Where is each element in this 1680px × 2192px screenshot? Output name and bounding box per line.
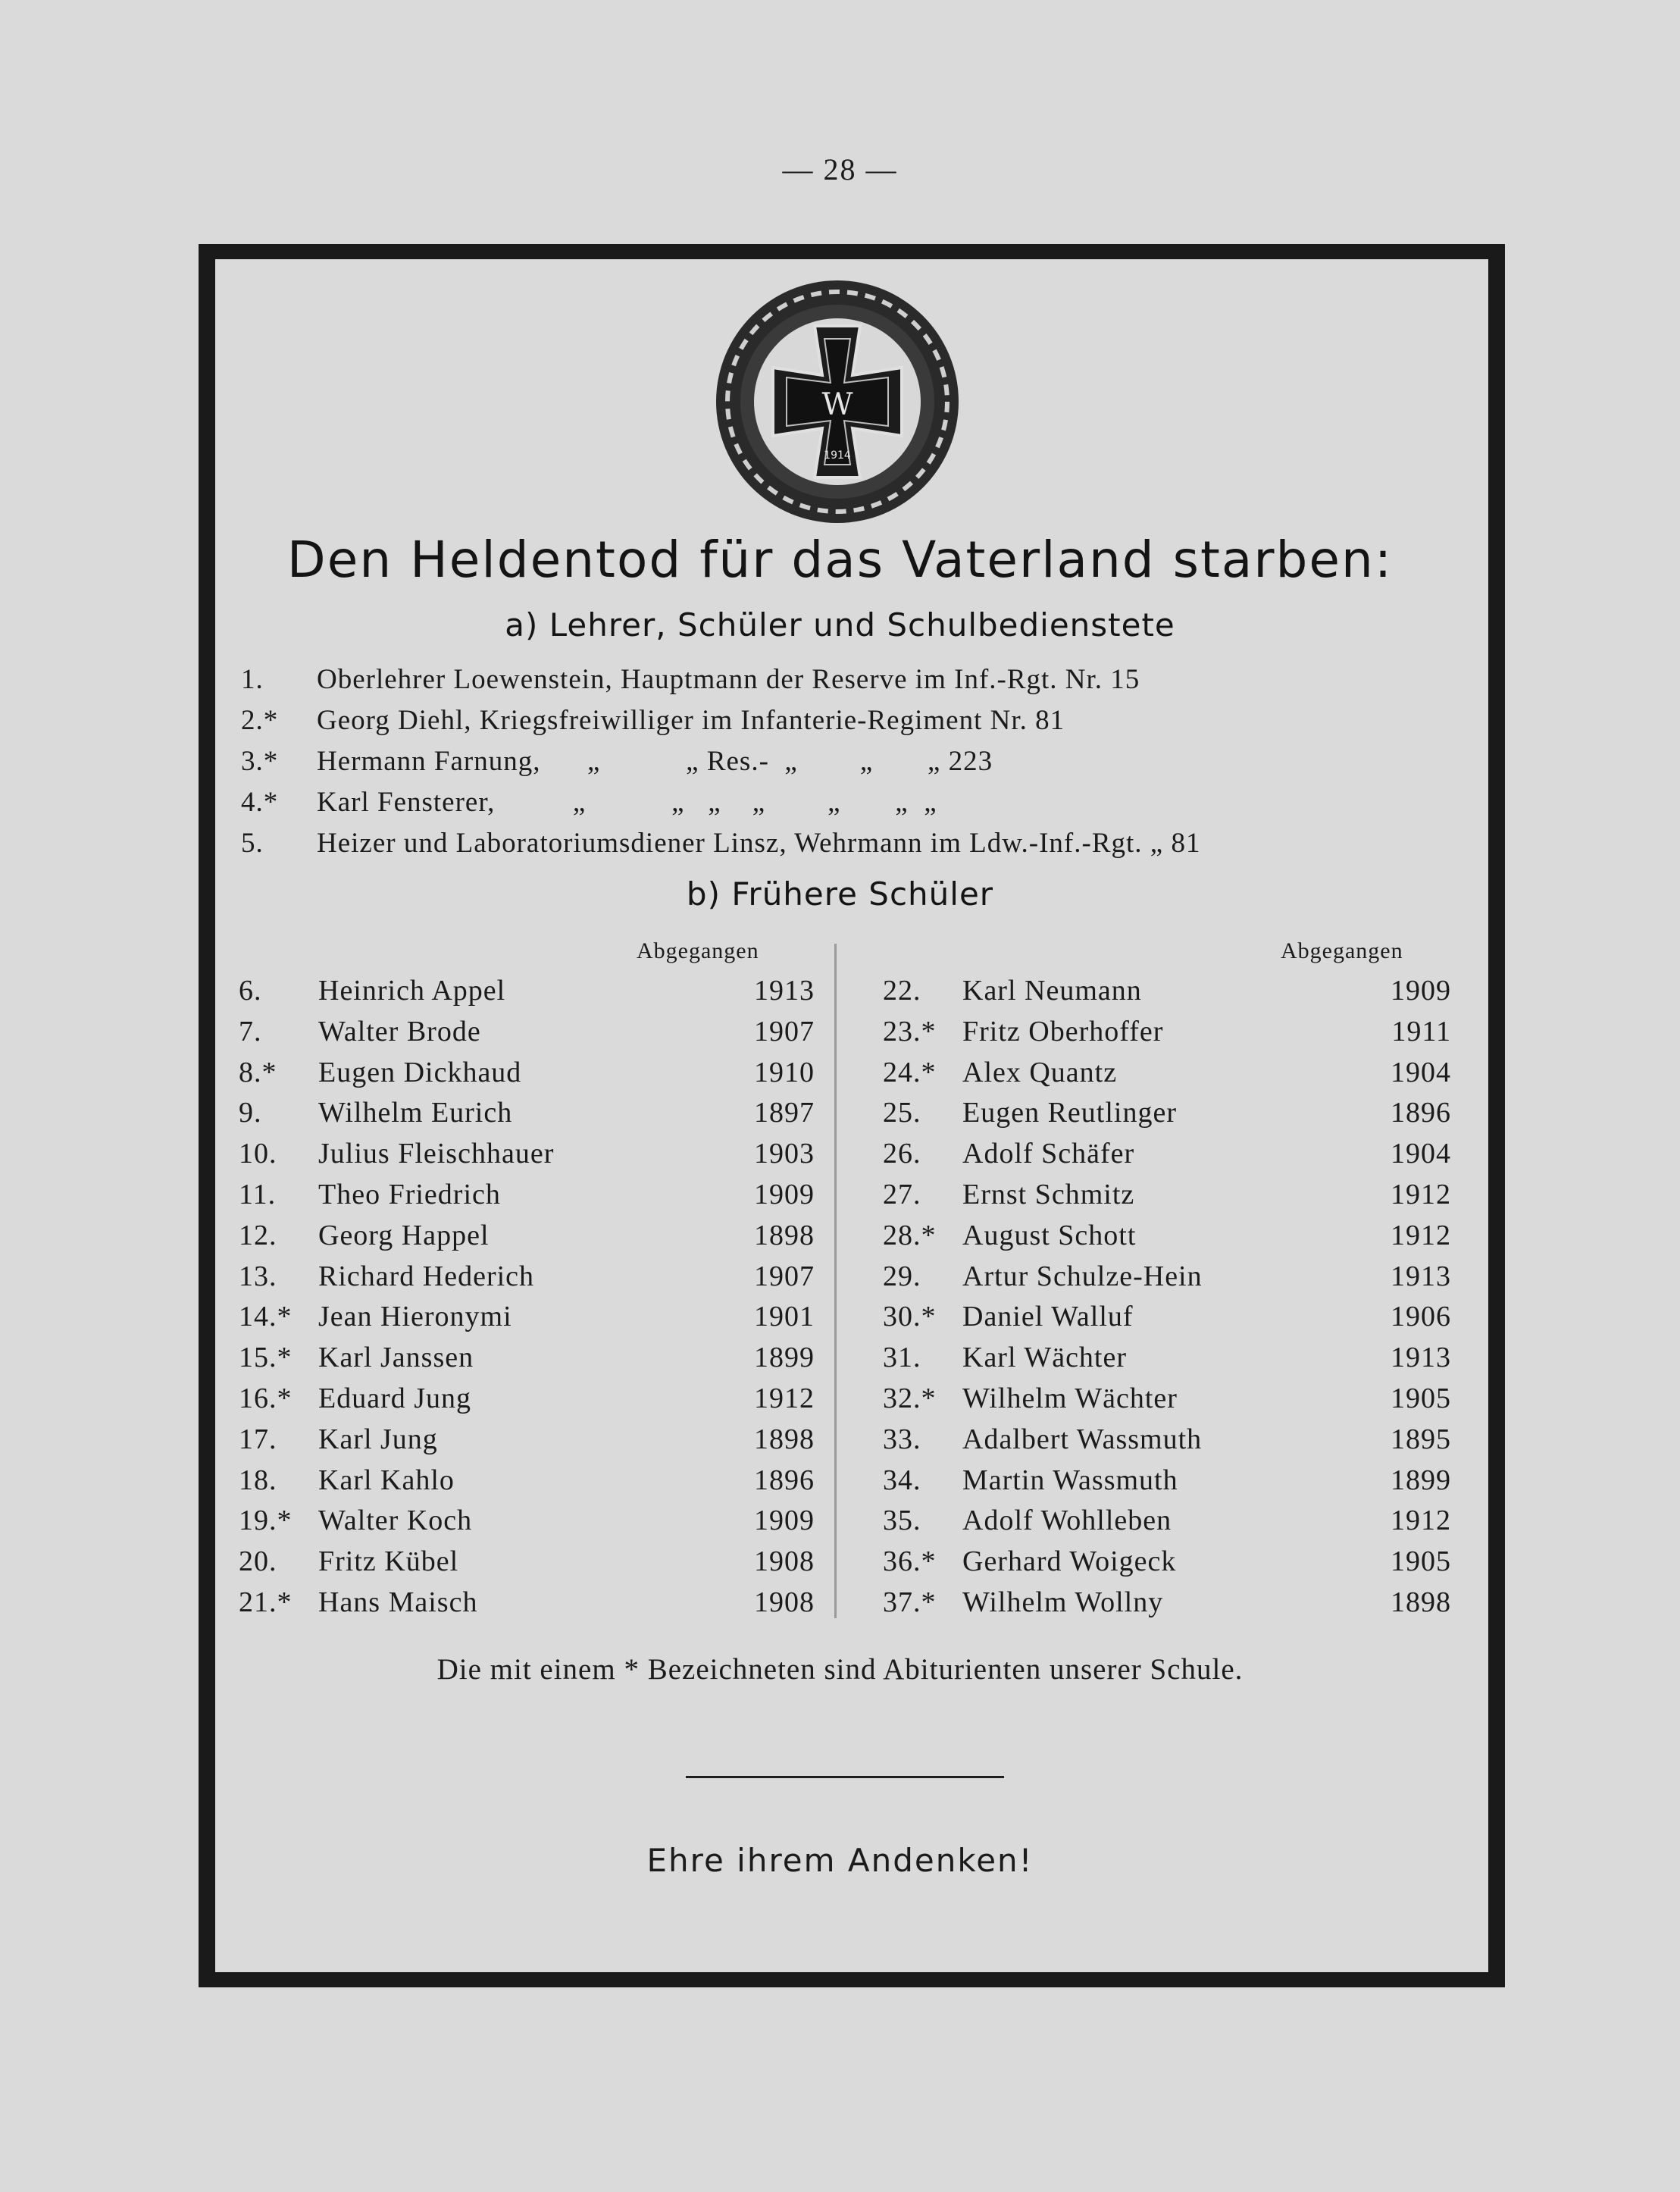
item-number: 17. [239, 1423, 277, 1455]
item-text: Oberlehrer Loewenstein, Hauptmann der Reserve im Inf.-Rgt. Nr. 15 [317, 664, 1140, 695]
list-item [883, 1178, 1451, 1219]
item-number: 31. [883, 1342, 921, 1374]
item-number: 30.* [883, 1301, 937, 1333]
list-item [883, 1137, 1451, 1178]
former-students-left-list [239, 974, 815, 1627]
list-item [239, 1382, 815, 1423]
item-number: 12. [239, 1219, 277, 1251]
item-number: 21.* [239, 1586, 293, 1618]
list-item [239, 1015, 815, 1056]
emblem-year: 1914 [824, 449, 851, 462]
item-number: 5. [241, 828, 264, 859]
year-left: 1912 [1391, 1505, 1451, 1537]
year-left: 1899 [1391, 1464, 1451, 1496]
student-name: Karl Kahlo [318, 1464, 455, 1496]
student-name: Ernst Schmitz [962, 1178, 1135, 1210]
list-item [239, 1056, 815, 1097]
student-name: August Schott [962, 1219, 1137, 1251]
teachers-list [241, 663, 1453, 868]
student-name: Georg Happel [318, 1219, 490, 1251]
student-name: Julius Fleischhauer [318, 1138, 555, 1170]
item-number: 2.* [241, 705, 279, 736]
student-name: Fritz Kübel [318, 1545, 459, 1578]
list-item [883, 1423, 1451, 1464]
year-left: 1909 [754, 1505, 815, 1537]
list-item [883, 974, 1451, 1015]
list-item [239, 1178, 815, 1219]
year-left: 1899 [754, 1342, 815, 1374]
item-number: 24.* [883, 1056, 937, 1088]
list-item [883, 1219, 1451, 1260]
student-name: Karl Neumann [962, 975, 1142, 1007]
student-name: Alex Quantz [962, 1056, 1118, 1088]
list-item [883, 1300, 1451, 1341]
year-left: 1913 [1391, 1342, 1451, 1374]
item-number: 10. [239, 1138, 277, 1170]
student-name: Walter Brode [318, 1015, 481, 1047]
list-item [883, 1341, 1451, 1382]
student-name: Wilhelm Eurich [318, 1097, 513, 1129]
list-item [883, 1382, 1451, 1423]
emblem-letter: W [821, 387, 853, 422]
student-name: Adolf Wohlleben [962, 1505, 1172, 1537]
year-left: 1897 [754, 1097, 815, 1129]
item-number: 25. [883, 1097, 921, 1129]
year-left: 1913 [1391, 1260, 1451, 1292]
year-left: 1901 [754, 1301, 815, 1333]
student-name: Artur Schulze-Hein [962, 1260, 1203, 1292]
item-number: 34. [883, 1464, 921, 1496]
item-text: Hermann Farnung, „ „ Res.- „ „ „ 223 [317, 746, 993, 777]
year-left: 1909 [1391, 975, 1451, 1007]
list-item [239, 1137, 815, 1178]
closing-line: Ehre ihrem Andenken! [646, 1842, 1034, 1879]
list-item [241, 827, 1453, 868]
student-name: Karl Wächter [962, 1342, 1128, 1374]
section-b-title: b) Frühere Schüler [686, 875, 994, 913]
year-left: 1895 [1391, 1423, 1451, 1455]
year-left: 1908 [754, 1545, 815, 1578]
page-number: — 28 — [782, 152, 898, 186]
item-number: 23.* [883, 1015, 937, 1047]
list-item [883, 1056, 1451, 1097]
item-number: 15.* [239, 1342, 293, 1374]
item-number: 9. [239, 1097, 262, 1129]
year-left: 1904 [1391, 1138, 1451, 1170]
item-number: 7. [239, 1015, 262, 1047]
list-item [883, 1464, 1451, 1505]
year-left: 1904 [1391, 1056, 1451, 1088]
student-name: Eduard Jung [318, 1382, 472, 1414]
list-item [239, 1260, 815, 1301]
year-left: 1898 [1391, 1586, 1451, 1618]
column-header-left: Abgegangen [637, 938, 759, 963]
student-name: Walter Koch [318, 1505, 473, 1537]
list-item [883, 1260, 1451, 1301]
student-name: Adalbert Wassmuth [962, 1423, 1203, 1455]
student-name: Eugen Dickhaud [318, 1056, 522, 1088]
year-left: 1909 [754, 1178, 815, 1210]
year-left: 1908 [754, 1586, 815, 1618]
student-name: Fritz Oberhoffer [962, 1015, 1164, 1047]
year-left: 1910 [754, 1056, 815, 1088]
item-number: 28.* [883, 1219, 937, 1251]
item-number: 27. [883, 1178, 921, 1210]
year-left: 1911 [1391, 1015, 1451, 1047]
item-number: 35. [883, 1505, 921, 1537]
student-name: Gerhard Woigeck [962, 1545, 1177, 1578]
year-left: 1896 [754, 1464, 815, 1496]
year-left: 1907 [754, 1015, 815, 1047]
student-name: Heinrich Appel [318, 975, 506, 1007]
list-item [241, 745, 1453, 786]
list-item [883, 1586, 1451, 1627]
item-number: 29. [883, 1260, 921, 1292]
student-name: Jean Hieronymi [318, 1301, 512, 1333]
year-left: 1912 [1391, 1219, 1451, 1251]
student-name: Karl Jung [318, 1423, 438, 1455]
student-name: Martin Wassmuth [962, 1464, 1178, 1496]
list-item [241, 786, 1453, 827]
list-item [239, 1219, 815, 1260]
item-number: 3.* [241, 746, 279, 777]
list-item [239, 1504, 815, 1545]
student-name: Daniel Walluf [962, 1301, 1134, 1333]
student-name: Eugen Reutlinger [962, 1097, 1177, 1129]
list-item [239, 1300, 815, 1341]
year-left: 1912 [1391, 1178, 1451, 1210]
list-item [239, 1464, 815, 1505]
item-number: 19.* [239, 1505, 293, 1537]
item-number: 16.* [239, 1382, 293, 1414]
student-name: Theo Friedrich [318, 1178, 501, 1210]
item-number: 11. [239, 1178, 277, 1210]
item-number: 26. [883, 1138, 921, 1170]
student-name: Adolf Schäfer [962, 1138, 1135, 1170]
item-number: 13. [239, 1260, 277, 1292]
section-a-title: a) Lehrer, Schüler und Schulbedienstete [505, 606, 1175, 644]
student-name: Richard Hederich [318, 1260, 535, 1292]
student-name: Karl Janssen [318, 1342, 474, 1374]
year-left: 1905 [1391, 1545, 1451, 1578]
year-left: 1912 [754, 1382, 815, 1414]
year-left: 1905 [1391, 1382, 1451, 1414]
item-number: 20. [239, 1545, 277, 1578]
column-header-right: Abgegangen [1281, 938, 1403, 963]
list-item [239, 1096, 815, 1137]
item-number: 18. [239, 1464, 277, 1496]
item-number: 37.* [883, 1586, 937, 1618]
item-number: 1. [241, 664, 264, 695]
item-number: 4.* [241, 787, 279, 818]
list-item [883, 1015, 1451, 1056]
year-left: 1898 [754, 1423, 815, 1455]
student-name: Wilhelm Wollny [962, 1586, 1164, 1618]
item-number: 22. [883, 975, 921, 1007]
year-left: 1898 [754, 1219, 815, 1251]
page-title: Den Heldentod für das Vaterland starben: [286, 531, 1394, 589]
list-item [239, 1586, 815, 1627]
divider-rule [686, 1776, 1004, 1778]
year-left: 1913 [754, 975, 815, 1007]
list-item [883, 1545, 1451, 1586]
list-item [239, 974, 815, 1015]
list-item [241, 704, 1453, 745]
list-item [883, 1504, 1451, 1545]
list-item [239, 1341, 815, 1382]
year-left: 1896 [1391, 1097, 1451, 1129]
year-left: 1906 [1391, 1301, 1451, 1333]
year-left: 1907 [754, 1260, 815, 1292]
list-item [883, 1096, 1451, 1137]
item-number: 32.* [883, 1382, 937, 1414]
student-name: Hans Maisch [318, 1586, 478, 1618]
item-number: 36.* [883, 1545, 937, 1578]
list-item [239, 1423, 815, 1464]
list-item [239, 1545, 815, 1586]
item-number: 33. [883, 1423, 921, 1455]
footnote: Die mit einem * Bezeichneten sind Abiturienten unserer Schule. [436, 1653, 1244, 1686]
column-divider [834, 944, 837, 1618]
student-name: Wilhelm Wächter [962, 1382, 1178, 1414]
item-number: 14.* [239, 1301, 293, 1333]
item-number: 6. [239, 975, 262, 1007]
item-number: 8.* [239, 1056, 277, 1088]
year-left: 1903 [754, 1138, 815, 1170]
item-text: Georg Diehl, Kriegsfreiwilliger im Infanterie-Regiment Nr. 81 [317, 705, 1065, 736]
item-text: Karl Fensterer, „ „ „ „ „ „ „ [317, 787, 937, 818]
iron-cross-wreath-icon [712, 277, 962, 527]
list-item [241, 663, 1453, 704]
former-students-right-list [883, 974, 1451, 1627]
item-text: Heizer und Laboratoriumsdiener Linsz, Wehrmann im Ldw.-Inf.-Rgt. „ 81 [317, 828, 1201, 859]
